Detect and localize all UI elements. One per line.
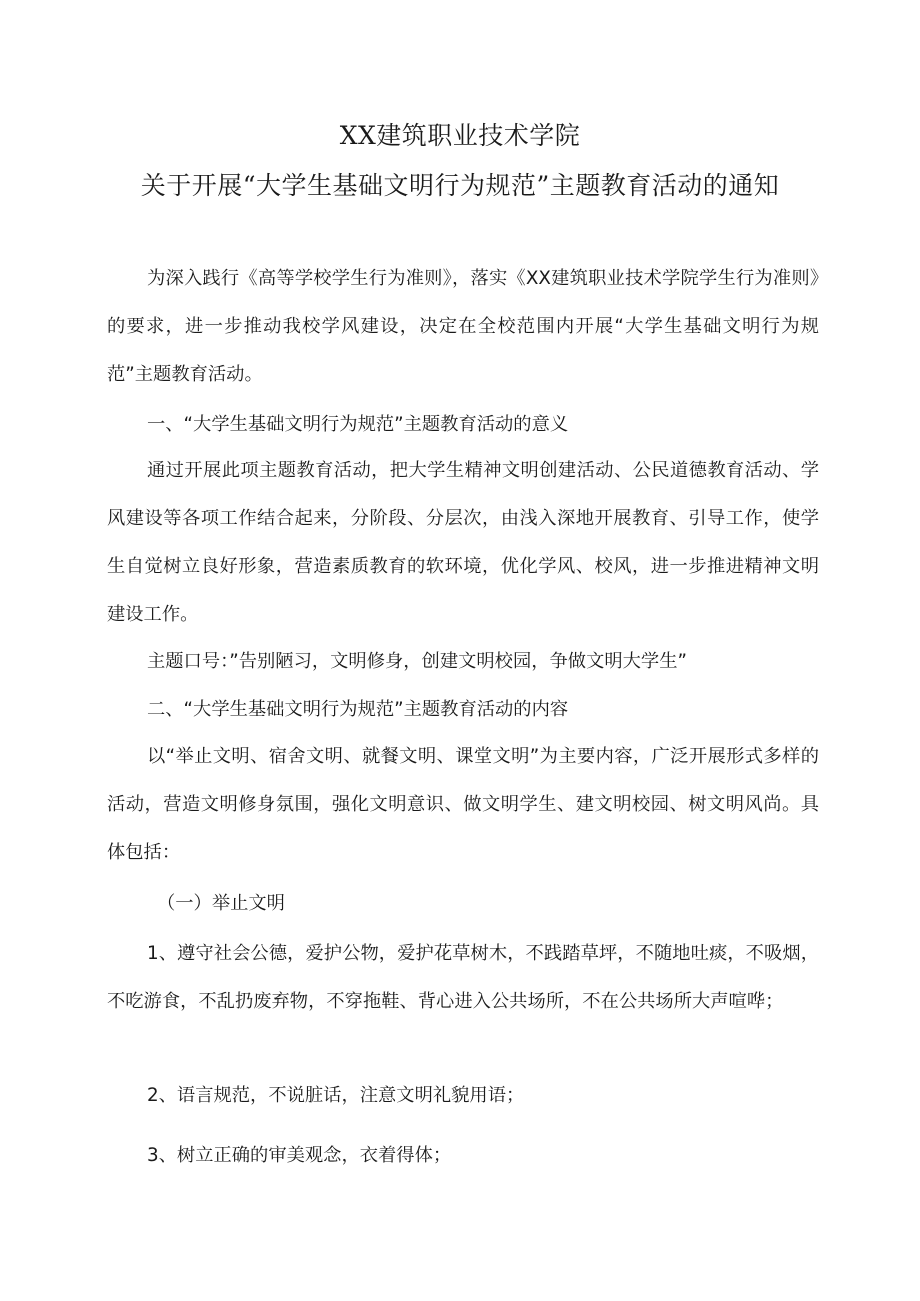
- intro-paragraph: 为深入践行《高等学校学生行为准则》，落实《XX建筑职业技术学院学生行为准则》的要求，进一步推动我校学风建设，决定在全校范围内开展“大学生基础文明行为规范”主题教育活动。: [107, 268, 819, 385]
- section-2-heading: 二、“大学生基础文明行为规范”主题教育活动的内容: [147, 699, 569, 720]
- section-1-body: 通过开展此项主题教育活动，把大学生精神文明创建活动、公民道德教育活动、学风建设等各项工作结合起来，分阶段、分层次，由浅入深地开展教育、引导工作，使学生自觉树立良好形象，营造素质教育的软环境，优化学风、校风，进一步推进精神文明建设工作。: [107, 460, 819, 625]
- document-title-notice: 关于开展“大学生基础文明行为规范”主题教育活动的通知: [140, 171, 780, 200]
- section-1-heading: 一、“大学生基础文明行为规范”主题教育活动的意义: [147, 414, 569, 435]
- section-2-body: 以“举止文明、宿舍文明、就餐文明、课堂文明”为主要内容，广泛开展形式多样的活动，营造文明修身氛围，强化文明意识、做文明学生、建文明校园、树文明风尚。具体包括：: [107, 746, 819, 863]
- subsection-1-heading: （一）举止文明: [157, 893, 285, 914]
- list-item-1: 1、遵守社会公德，爱护公物，爱护花草树木，不践踏草坪，不随地吐痰，不吸烟，不吃游食，不乱扔废弃物，不穿拖鞋、背心进入公共场所，不在公共场所大声喧哗；: [107, 943, 819, 1012]
- list-item-2: 2、语言规范，不说脏话，注意文明礼貌用语；: [147, 1085, 525, 1106]
- slogan-paragraph: 主题口号：”告别陋习，文明修身，创建文明校园，争做文明大学生”: [147, 651, 687, 672]
- list-item-3: 3、树立正确的审美观念，衣着得体；: [147, 1145, 452, 1166]
- document-title-school: XX建筑职业技术学院: [339, 121, 581, 150]
